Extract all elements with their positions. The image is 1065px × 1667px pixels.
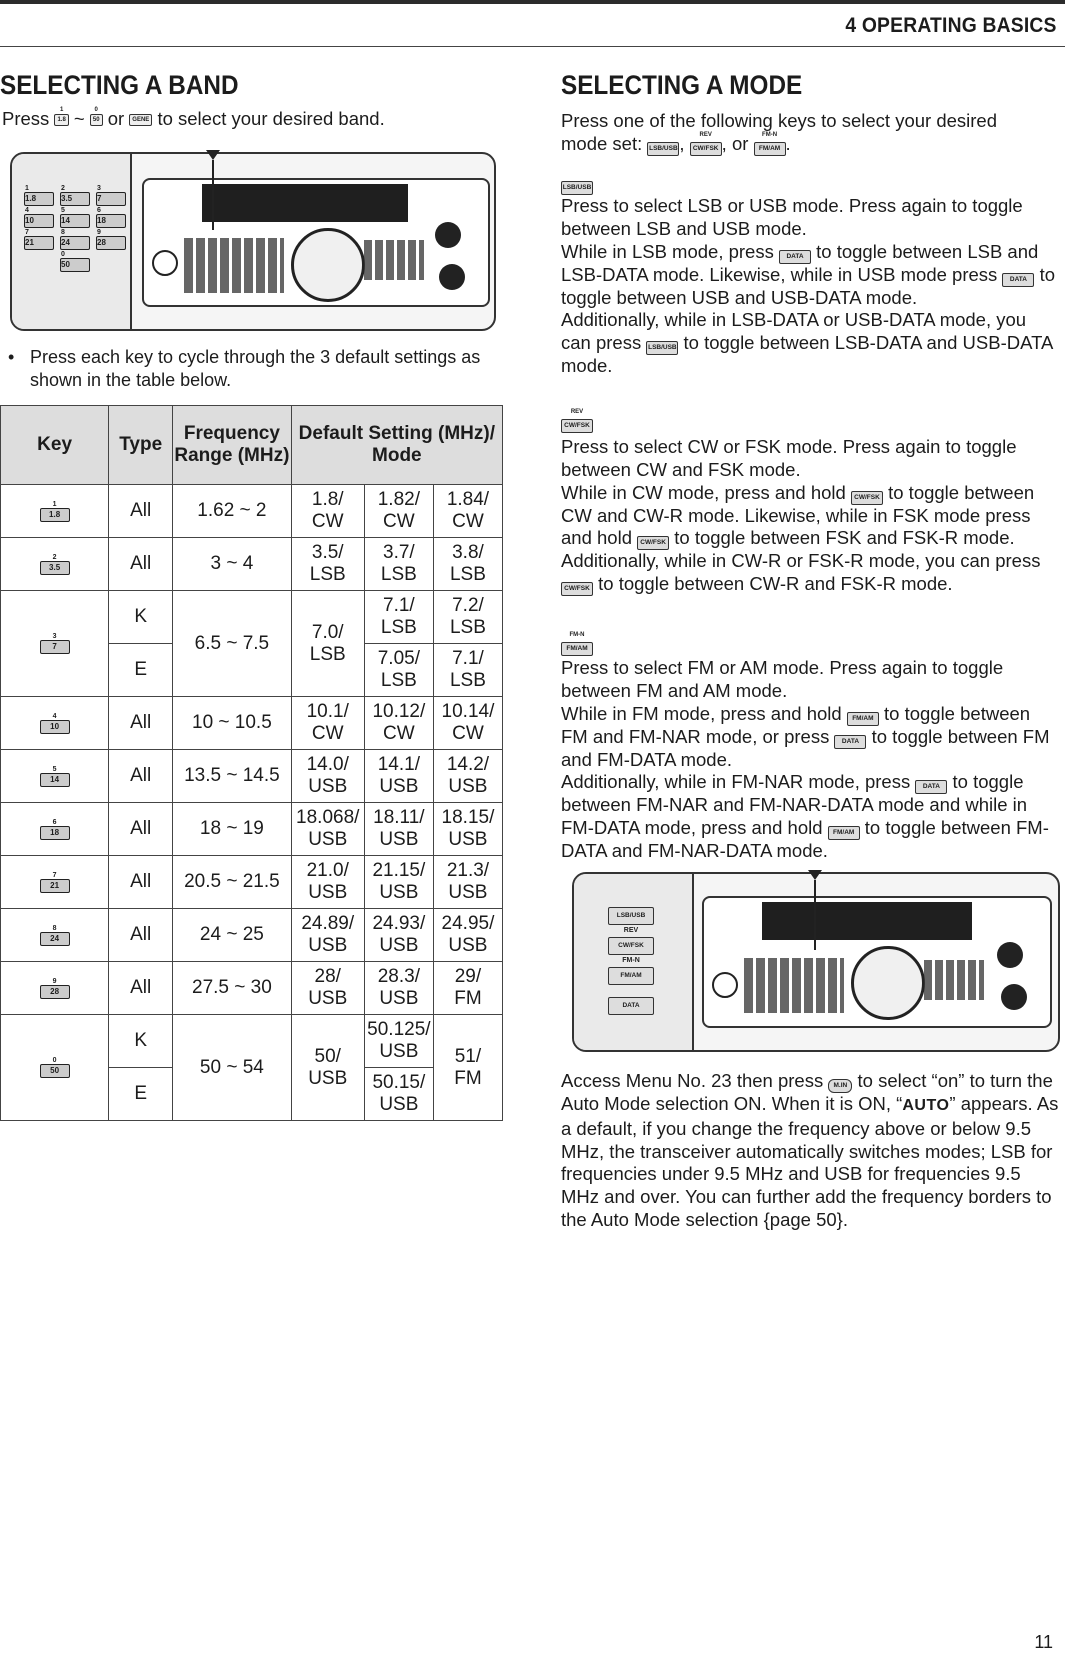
radio-front-panel bbox=[702, 896, 1052, 1028]
setting-cell: 3.8/ LSB bbox=[433, 538, 502, 591]
type-cell: All bbox=[109, 538, 173, 591]
key-1-8[interactable]: 1.8 bbox=[54, 114, 68, 126]
keypad-key-10[interactable]: 4 10 bbox=[24, 214, 54, 228]
setting-cell: 51/ FM bbox=[433, 1015, 502, 1121]
radio-front-panel bbox=[142, 178, 490, 307]
setting-cell: 10.12/ CW bbox=[364, 697, 433, 750]
m-in-key[interactable]: M.IN bbox=[828, 1079, 852, 1093]
table-row bbox=[1, 962, 503, 1015]
cw-fsk-key[interactable]: CW/FSK bbox=[608, 937, 654, 955]
radio-display bbox=[202, 184, 408, 222]
setting-cell: 21.3/ USB bbox=[433, 856, 502, 909]
lsb-usb-key[interactable]: LSB/USB bbox=[608, 907, 654, 925]
knob-icon[interactable] bbox=[1001, 984, 1027, 1010]
button-bank bbox=[364, 240, 424, 280]
band-figure bbox=[10, 152, 496, 331]
mode-intro: Press one of the following keys to select your desired mode set: LSB/USB, REV CW/FSK , or FM-N FM/AM . bbox=[561, 110, 998, 154]
band-key-cell bbox=[1, 1015, 109, 1121]
keypad-key-3-5[interactable]: 2 3.5 bbox=[60, 192, 90, 206]
setting-cell: 50.125/ USB bbox=[364, 1015, 433, 1068]
band-key-cell bbox=[1, 962, 109, 1015]
fm-am-key[interactable]: FM/AM bbox=[608, 967, 654, 985]
type-cell: All bbox=[109, 909, 173, 962]
band-key-14[interactable]: 5 14 bbox=[40, 773, 70, 787]
range-cell: 6.5 ~ 7.5 bbox=[173, 591, 292, 697]
tuning-knob[interactable] bbox=[291, 228, 365, 302]
cw-section: Press to select CW or FSK mode. Press again to toggle between CW and FSK mode. While in CW mode, press and hold CW/FSK to toggle between CW and CW-R mode. Likewise, while in FSK mode press and hold CW/FSK to toggle between FSK and FSK-R mode. Additionally, while in CW-R or FSK-R mode, you can press CW/FSK to toggle between CW-R and FSK-R mode. bbox=[561, 436, 1041, 595]
range-cell: 18 ~ 19 bbox=[173, 803, 292, 856]
band-key-3-5[interactable]: 2 3.5 bbox=[40, 561, 70, 575]
fm-section: Press to select FM or AM mode. Press again to toggle between FM and AM mode. While in FM mode, press and hold FM/AM to toggle between FM and FM-NAR mode, or press DATA to toggle between FM and FM-DATA mode. Additionally, while in FM-NAR mode, press DATA to toggle between FM-NAR and FM-NAR-DATA mode and while in FM-DATA mode, press and hold FM/AM to toggle between FM-DATA and FM-NAR-DATA mode. bbox=[561, 657, 1050, 862]
keypad-key-24[interactable]: 8 24 bbox=[60, 236, 90, 250]
band-key-21[interactable]: 7 21 bbox=[40, 879, 70, 893]
range-cell: 24 ~ 25 bbox=[173, 909, 292, 962]
range-cell: 3 ~ 4 bbox=[173, 538, 292, 591]
band-title: SELECTING A BAND bbox=[0, 70, 239, 100]
table-row bbox=[1, 485, 503, 538]
setting-cell: 1.82/ CW bbox=[364, 485, 433, 538]
mode-keys-panel bbox=[574, 874, 694, 1050]
band-key-1-8[interactable]: 1 1.8 bbox=[40, 508, 70, 522]
range-cell: 50 ~ 54 bbox=[173, 1015, 292, 1121]
keypad-key-50[interactable]: 0 50 bbox=[60, 258, 90, 272]
keypad-key-28[interactable]: 9 28 bbox=[96, 236, 126, 250]
type-cell: All bbox=[109, 750, 173, 803]
data-key[interactable]: DATA bbox=[834, 735, 866, 749]
col-freq: Frequency Range (MHz) bbox=[173, 406, 292, 485]
lsb-section: Press to select LSB or USB mode. Press again to toggle between LSB and USB mode. While in LSB mode, press DATA to toggle between LSB and LSB-DATA mode. Likewise, while in USB mode press DATA to toggle between USB and USB-DATA mode. Additionally, while in LSB-DATA or USB-DATA mode, you can press LSB/USB to toggle between LSB-DATA and USB-DATA mode. bbox=[561, 195, 1056, 377]
band-bullet: • Press each key to cycle through the 3 default settings as shown in the table below. bbox=[8, 347, 481, 390]
lsb-key-label bbox=[561, 172, 593, 195]
range-cell: 1.62 ~ 2 bbox=[173, 485, 292, 538]
mode-figure bbox=[572, 872, 1060, 1052]
setting-cell: 7.1/ LSB bbox=[364, 591, 433, 644]
data-key[interactable]: DATA bbox=[1002, 273, 1034, 287]
fm-key-label: FM-N FM/AM bbox=[561, 633, 593, 656]
key-gene[interactable]: GENE bbox=[129, 114, 152, 126]
setting-cell: 1.84/ CW bbox=[433, 485, 502, 538]
tuning-knob[interactable] bbox=[851, 946, 925, 1020]
setting-cell: 21.0/ USB bbox=[291, 856, 364, 909]
table-row bbox=[1, 750, 503, 803]
band-table bbox=[0, 405, 503, 1121]
setting-cell: 7.1/ LSB bbox=[433, 644, 502, 697]
keypad-key-7[interactable]: 3 7 bbox=[96, 192, 126, 206]
table-row bbox=[1, 697, 503, 750]
setting-cell: 24.95/ USB bbox=[433, 909, 502, 962]
data-key[interactable]: DATA bbox=[779, 250, 811, 264]
col-key: Key bbox=[1, 406, 109, 485]
band-key-10[interactable]: 4 10 bbox=[40, 720, 70, 734]
button-bank bbox=[184, 238, 284, 293]
setting-cell: 3.5/ LSB bbox=[291, 538, 364, 591]
band-key-cell bbox=[1, 485, 109, 538]
key-50[interactable]: 50 bbox=[90, 114, 103, 126]
fm-am-key[interactable]: FM/AM bbox=[754, 142, 786, 156]
keypad-key-21[interactable]: 7 21 bbox=[24, 236, 54, 250]
table-row bbox=[1, 803, 503, 856]
rev-label: REV bbox=[623, 927, 639, 934]
setting-cell: 14.0/ USB bbox=[291, 750, 364, 803]
col-type: Type bbox=[109, 406, 173, 485]
setting-cell: 7.0/ LSB bbox=[291, 591, 364, 697]
fm-am-key[interactable]: FM/AM bbox=[828, 826, 860, 840]
type-cell: All bbox=[109, 856, 173, 909]
setting-cell: 7.2/ LSB bbox=[433, 591, 502, 644]
button-bank bbox=[924, 960, 984, 1000]
table-row bbox=[1, 591, 503, 644]
setting-cell: 14.2/ USB bbox=[433, 750, 502, 803]
lsb-usb-key[interactable]: LSB/USB bbox=[647, 142, 679, 156]
cw-fsk-key[interactable]: CW/FSK bbox=[851, 491, 883, 505]
table-row bbox=[1, 856, 503, 909]
auto-mode-section: Access Menu No. 23 then press M.IN to select “on” to turn the Auto Mode selection ON. When it is ON, “AUTO” appears. As a default, if you change the frequency above or below 9.5 MHz, the transceiver automatically switches modes; LSB for frequencies under 9.5 MHz and USB for frequencies 9.5 MHz and over. You can further add the frequency borders to the Auto Mode selection {page 50}. bbox=[561, 1070, 1059, 1230]
setting-cell: 50.15/ USB bbox=[364, 1068, 433, 1121]
cw-fsk-key[interactable]: CW/FSK bbox=[690, 142, 722, 156]
cw-fsk-key[interactable]: CW/FSK bbox=[637, 536, 669, 550]
setting-cell: 29/ FM bbox=[433, 962, 502, 1015]
setting-cell: 28/ USB bbox=[291, 962, 364, 1015]
mic-jack-icon bbox=[152, 250, 178, 276]
range-cell: 13.5 ~ 14.5 bbox=[173, 750, 292, 803]
table-row bbox=[1, 538, 503, 591]
cw-fsk-key[interactable]: CW/FSK bbox=[561, 582, 593, 596]
range-cell: 27.5 ~ 30 bbox=[173, 962, 292, 1015]
band-key-cell bbox=[1, 750, 109, 803]
table-row bbox=[1, 1015, 503, 1068]
range-cell: 10 ~ 10.5 bbox=[173, 697, 292, 750]
cw-fsk-key[interactable]: CW/FSK bbox=[561, 419, 593, 433]
band-key-cell bbox=[1, 697, 109, 750]
setting-cell: 24.93/ USB bbox=[364, 909, 433, 962]
type-cell: E bbox=[109, 644, 173, 697]
col-default: Default Setting (MHz)/ Mode bbox=[291, 406, 502, 485]
band-key-50[interactable]: 0 50 bbox=[40, 1064, 70, 1078]
band-key-cell bbox=[1, 803, 109, 856]
pointer-line bbox=[212, 160, 214, 230]
radio-display bbox=[762, 902, 972, 940]
setting-cell: 18.11/ USB bbox=[364, 803, 433, 856]
range-cell: 20.5 ~ 21.5 bbox=[173, 856, 292, 909]
mic-jack-icon bbox=[712, 972, 738, 998]
setting-cell: 3.7/ LSB bbox=[364, 538, 433, 591]
setting-cell: 28.3/ USB bbox=[364, 962, 433, 1015]
setting-cell: 18.068/ USB bbox=[291, 803, 364, 856]
band-key-cell bbox=[1, 591, 109, 697]
table-row bbox=[1, 909, 503, 962]
top-rule bbox=[0, 0, 1065, 4]
band-key-cell bbox=[1, 538, 109, 591]
header-rule bbox=[0, 46, 1065, 47]
page-number: 11 bbox=[1034, 1632, 1053, 1652]
setting-cell: 1.8/ CW bbox=[291, 485, 364, 538]
keypad-key-14[interactable]: 5 14 bbox=[60, 214, 90, 228]
setting-cell: 7.05/ LSB bbox=[364, 644, 433, 697]
band-key-cell bbox=[1, 856, 109, 909]
type-cell: All bbox=[109, 697, 173, 750]
knob-icon[interactable] bbox=[435, 222, 461, 248]
cw-key-label: REV CW/FSK bbox=[561, 410, 593, 433]
pointer-line bbox=[814, 880, 816, 950]
knob-icon[interactable] bbox=[439, 264, 465, 290]
setting-cell: 24.89/ USB bbox=[291, 909, 364, 962]
data-key[interactable]: DATA bbox=[608, 997, 654, 1015]
button-bank bbox=[744, 958, 844, 1013]
lsb-usb-key[interactable]: LSB/USB bbox=[561, 181, 593, 195]
knob-icon[interactable] bbox=[997, 942, 1023, 968]
setting-cell: 50/ USB bbox=[291, 1015, 364, 1121]
band-key-24[interactable]: 8 24 bbox=[40, 932, 70, 946]
band-intro: Press 1 1.8 ~ 0 50 or GENE to select your desired band. bbox=[2, 107, 385, 129]
type-cell: E bbox=[109, 1068, 173, 1121]
lsb-usb-key[interactable]: LSB/USB bbox=[646, 341, 678, 355]
setting-cell: 18.15/ USB bbox=[433, 803, 502, 856]
type-cell: All bbox=[109, 803, 173, 856]
type-cell: All bbox=[109, 962, 173, 1015]
section-header: 4 OPERATING BASICS bbox=[845, 14, 1057, 37]
keypad-panel bbox=[12, 154, 132, 329]
keypad-key-1-8[interactable]: 1 1.8 bbox=[24, 192, 54, 206]
type-cell: All bbox=[109, 485, 173, 538]
setting-cell: 10.14/ CW bbox=[433, 697, 502, 750]
pointer-arrow-icon bbox=[808, 870, 822, 880]
setting-cell: 14.1/ USB bbox=[364, 750, 433, 803]
band-key-28[interactable]: 9 28 bbox=[40, 985, 70, 999]
type-cell: K bbox=[109, 1015, 173, 1068]
fm-am-key[interactable]: FM/AM bbox=[561, 642, 593, 656]
setting-cell: 21.15/ USB bbox=[364, 856, 433, 909]
fm-n-label: FM-N bbox=[622, 957, 640, 964]
auto-indicator: AUTO bbox=[902, 1097, 950, 1114]
keypad-key-18[interactable]: 6 18 bbox=[96, 214, 126, 228]
band-key-7[interactable]: 3 7 bbox=[40, 640, 70, 654]
setting-cell: 10.1/ CW bbox=[291, 697, 364, 750]
type-cell: K bbox=[109, 591, 173, 644]
band-key-cell bbox=[1, 909, 109, 962]
pointer-arrow-icon bbox=[206, 150, 220, 160]
mode-title: SELECTING A MODE bbox=[561, 70, 803, 100]
data-key[interactable]: DATA bbox=[915, 780, 947, 794]
band-key-18[interactable]: 6 18 bbox=[40, 826, 70, 840]
mode-key-stack bbox=[608, 904, 654, 1015]
fm-am-key[interactable]: FM/AM bbox=[847, 712, 879, 726]
